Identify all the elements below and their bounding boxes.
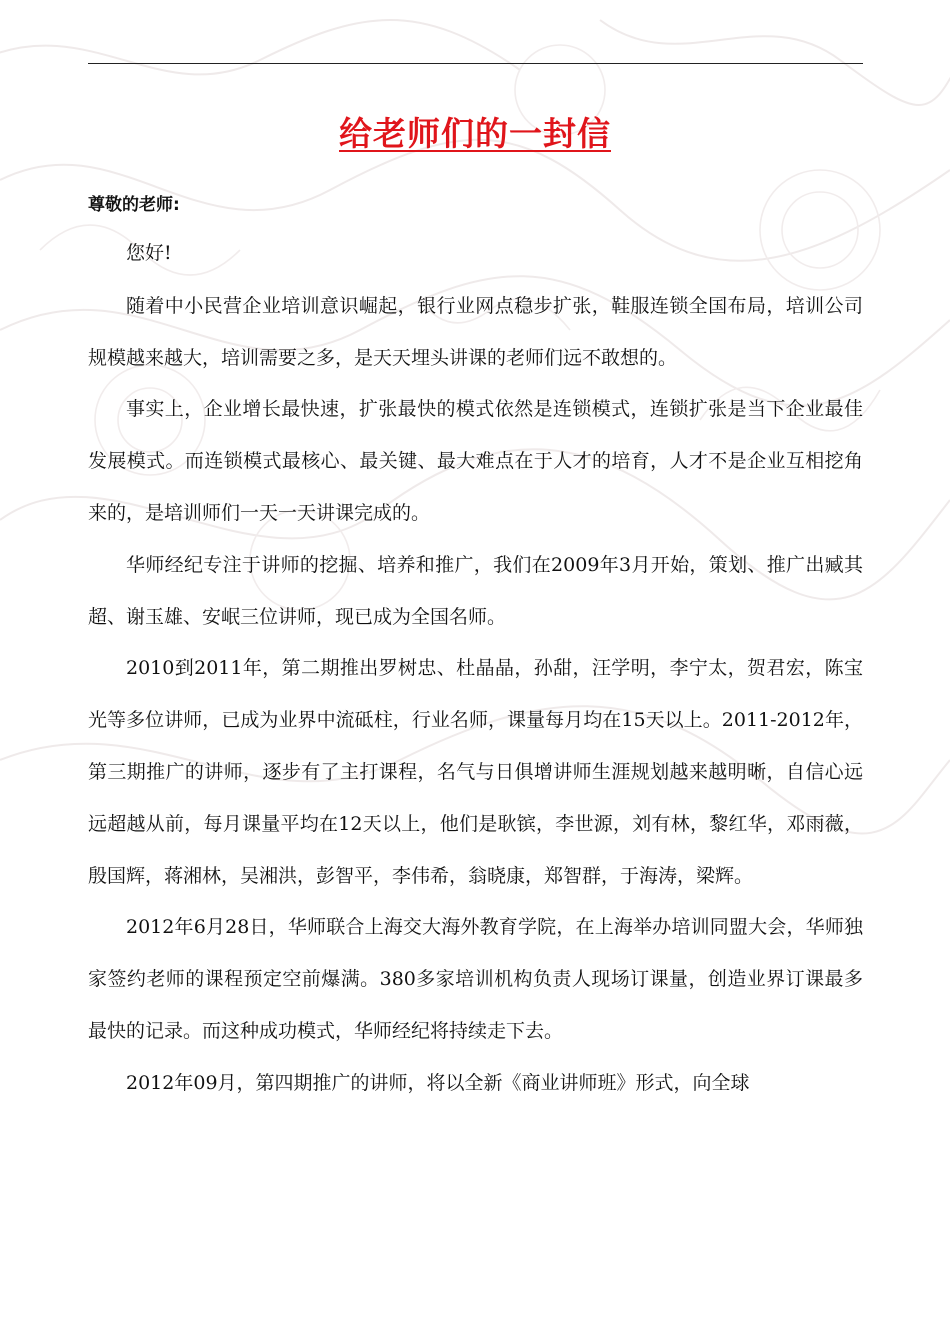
paragraph: 2012年6月28日，华师联合上海交大海外教育学院，在上海举办培训同盟大会，华师独家签约老师的课程预定空前爆满。380多家培训机构负责人现场订课量，创造业界订课最多最快的记录。而这种成功模式，华师经纪将持续走下去。	[88, 916, 863, 1042]
paragraph: 2010到2011年，第二期推出罗树忠、杜晶晶，孙甜，汪学明，李宁太，贺君宏，陈宝光等多位讲师，已成为业界中流砥柱，行业名师，课量每月均在15天以上。2011-2012年，第三期推广的讲师，逐步有了主打课程，名气与日俱增讲师生涯规划越来越明晰，自信心远远超越从前，每月课量平均在12天以上，他们是耿镔，李世源，刘有林，黎红华，邓雨薇，殷国辉，蒋湘林，吴湘洪，彭智平，李伟希，翁晓康，郑智群，于海涛，梁辉。	[88, 657, 863, 887]
header-rule	[88, 63, 863, 64]
salutation: 尊敬的老师:	[88, 195, 180, 215]
greeting: 您好!	[126, 242, 172, 264]
paragraph: 2012年09月，第四期推广的讲师，将以全新《商业讲师班》形式，向全球	[126, 1071, 750, 1094]
letter-title-text: 给老师们的一封信	[339, 114, 611, 153]
letter-title	[0, 108, 950, 155]
paragraph: 事实上，企业增长最快速，扩张最快的模式依然是连锁模式，连锁扩张是当下企业最佳发展模式。而连锁模式最核心、最关键、最大难点在于人才的培育，人才不是企业互相挖角来的，是培训师们一天一天讲课完成的。	[88, 398, 863, 524]
paragraph: 随着中小民营企业培训意识崛起，银行业网点稳步扩张，鞋服连锁全国布局，培训公司规模越来越大，培训需要之多，是天天埋头讲课的老师们远不敢想的。	[88, 294, 863, 369]
paragraph: 华师经纪专注于讲师的挖掘、培养和推广，我们在2009年3月开始，策划、推广出臧其超、谢玉雄、安岷三位讲师，现已成为全国名师。	[88, 553, 863, 628]
letter-body	[88, 228, 863, 1110]
